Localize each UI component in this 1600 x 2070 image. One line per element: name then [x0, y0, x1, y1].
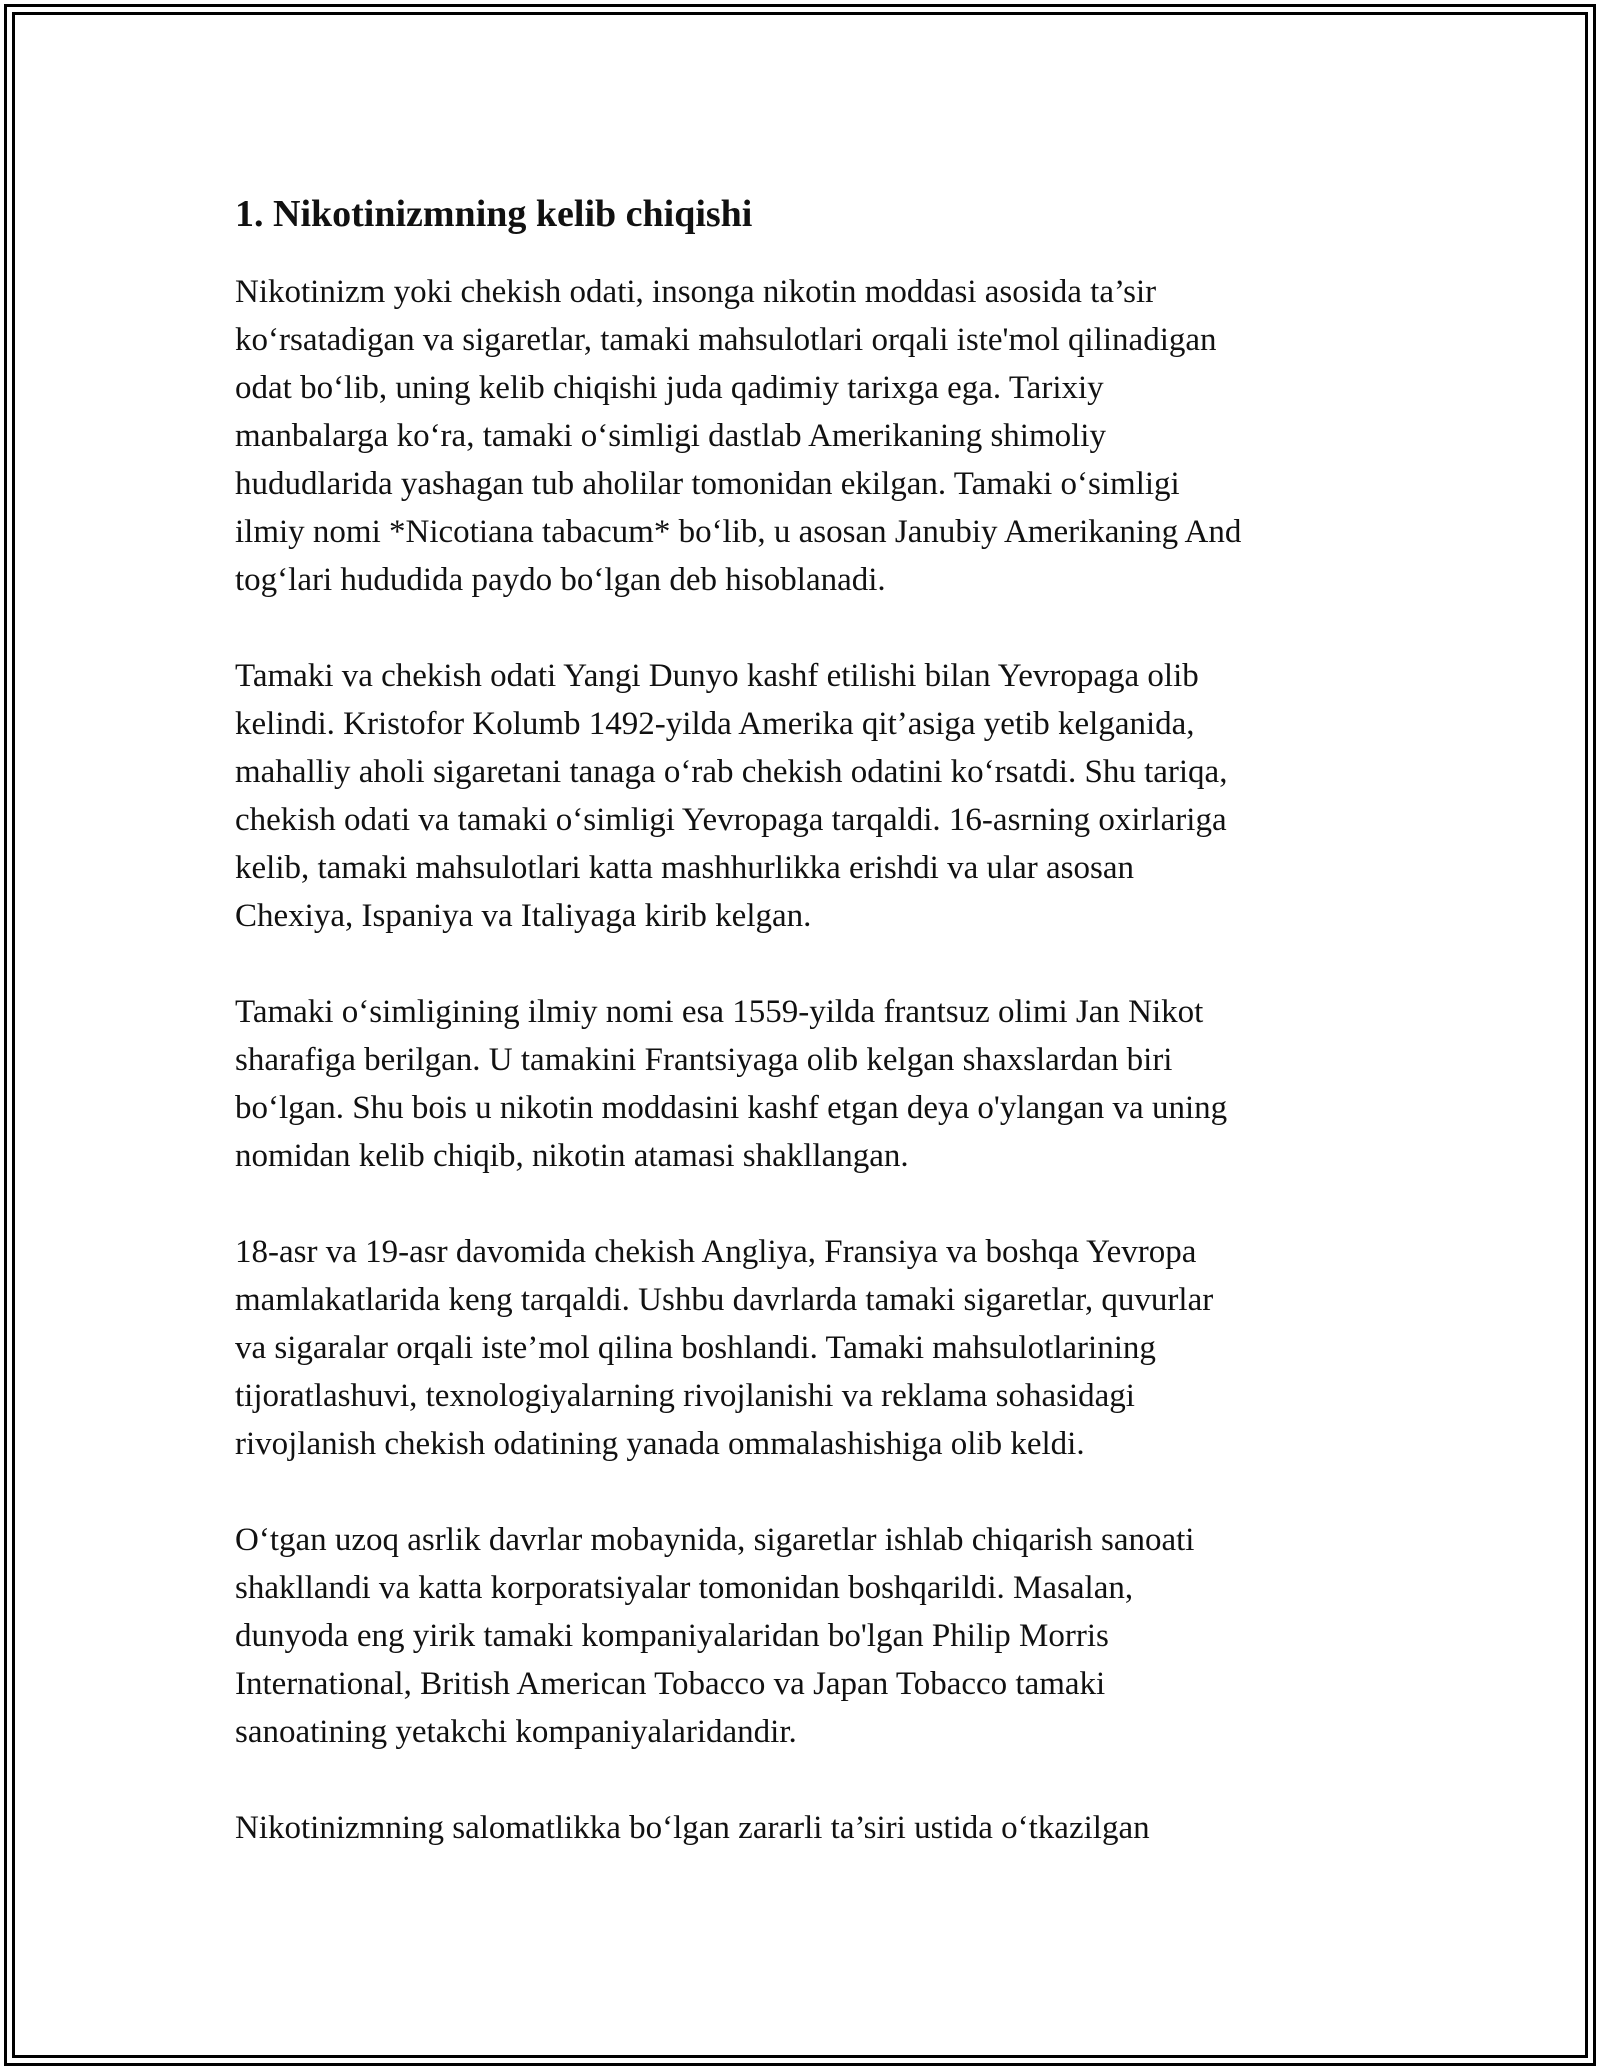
- paragraph-line: Nikotinizmning salomatlikka bo‘lgan zararli ta’siri ustida o‘tkazilgan: [235, 1810, 1150, 1846]
- paragraph-line: sharafiga berilgan. U tamakini Frantsiyaga olib kelgan shaxslardan biri: [235, 1042, 1173, 1078]
- paragraph-line: tijoratlashuvi, texnologiyalarning rivojlanishi va reklama sohasidagi: [235, 1378, 1135, 1414]
- paragraph-line: Tamaki va chekish odati Yangi Dunyo kashf etilishi bilan Yevropaga olib: [235, 658, 1199, 694]
- body-paragraph: [235, 1228, 1375, 1468]
- body-paragraph: [235, 268, 1375, 604]
- paragraph-line: 18-asr va 19-asr davomida chekish Angliya, Fransiya va boshqa Yevropa: [235, 1234, 1197, 1270]
- paragraph-line: mamlakatlarida keng tarqaldi. Ushbu davrlarda tamaki sigaretlar, quvurlar: [235, 1282, 1214, 1318]
- paragraph-line: Nikotinizm yoki chekish odati, insonga nikotin moddasi asosida ta’sir: [235, 274, 1157, 310]
- paragraph-line: odat bo‘lib, uning kelib chiqishi juda qadimiy tarixga ega. Tarixiy: [235, 370, 1104, 406]
- paragraph-line: kelindi. Kristofor Kolumb 1492-yilda Amerika qit’asiga yetib kelganida,: [235, 706, 1195, 742]
- section-title: 1. Nikotinizmning kelib chiqishi: [235, 193, 753, 235]
- paragraph-line: ilmiy nomi *Nicotiana tabacum* bo‘lib, u asosan Janubiy Amerikaning And: [235, 514, 1242, 550]
- paragraph-line: manbalarga ko‘ra, tamaki o‘simligi dastlab Amerikaning shimoliy: [235, 418, 1106, 454]
- body-paragraph: [235, 988, 1375, 1180]
- paragraph-line: hududlarida yashagan tub aholilar tomonidan ekilgan. Tamaki o‘simligi: [235, 466, 1180, 502]
- body-paragraph: [235, 652, 1375, 940]
- body-paragraph: [235, 1804, 1375, 1852]
- paragraph-line: rivojlanish chekish odatining yanada ommalashishiga olib keldi.: [235, 1426, 1085, 1462]
- paragraph-line: shakllandi va katta korporatsiyalar tomonidan boshqarildi. Masalan,: [235, 1570, 1134, 1606]
- paragraph-line: va sigaralar orqali iste’mol qilina boshlandi. Tamaki mahsulotlarining: [235, 1330, 1156, 1366]
- paragraph-line: Chexiya, Ispaniya va Italiyaga kirib kelgan.: [235, 898, 812, 934]
- paragraph-line: tog‘lari hududida paydo bo‘lgan deb hisoblanadi.: [235, 562, 886, 598]
- paragraph-line: nomidan kelib chiqib, nikotin atamasi shakllangan.: [235, 1138, 909, 1174]
- paragraph-line: Tamaki o‘simligining ilmiy nomi esa 1559-yilda frantsuz olimi Jan Nikot: [235, 994, 1204, 1030]
- paragraph-line: chekish odati va tamaki o‘simligi Yevropaga tarqaldi. 16-asrning oxirlariga: [235, 802, 1227, 838]
- body-paragraph: [235, 1516, 1375, 1756]
- document-body: [235, 186, 1375, 1900]
- paragraph-line: bo‘lgan. Shu bois u nikotin moddasini kashf etgan deya o'ylangan va uning: [235, 1090, 1228, 1126]
- paragraph-line: dunyoda eng yirik tamaki kompaniyalaridan bo'lgan Philip Morris: [235, 1618, 1109, 1654]
- paragraph-line: International, British American Tobacco va Japan Tobacco tamaki: [235, 1666, 1106, 1702]
- paragraph-line: mahalliy aholi sigaretani tanaga o‘rab chekish odatini ko‘rsatdi. Shu tariqa,: [235, 754, 1228, 790]
- paragraph-line: sanoatining yetakchi kompaniyalaridandir.: [235, 1714, 797, 1750]
- paragraph-container: [235, 268, 1375, 1852]
- paragraph-line: ko‘rsatadigan va sigaretlar, tamaki mahsulotlari orqali iste'mol qilinadigan: [235, 322, 1217, 358]
- paragraph-line: kelib, tamaki mahsulotlari katta mashhurlikka erishdi va ular asosan: [235, 850, 1135, 886]
- paragraph-line: O‘tgan uzoq asrlik davrlar mobaynida, sigaretlar ishlab chiqarish sanoati: [235, 1522, 1195, 1558]
